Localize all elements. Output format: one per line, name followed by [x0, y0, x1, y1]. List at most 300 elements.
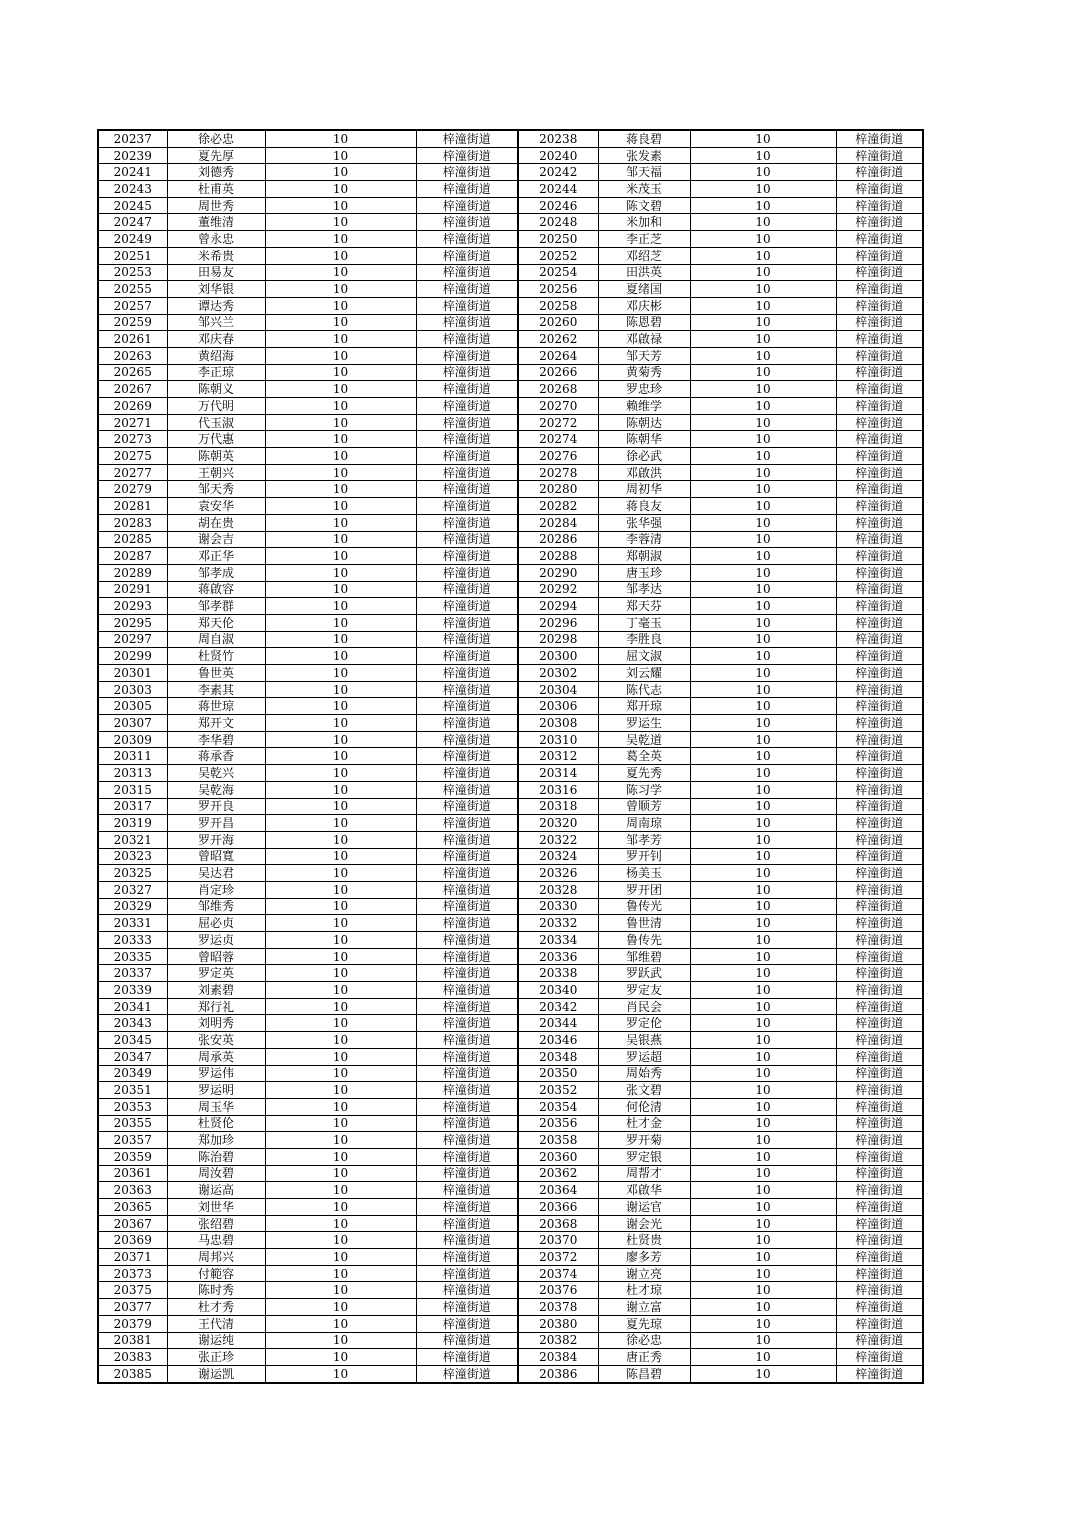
id-cell: 20305 [98, 698, 167, 715]
amount-cell: 10 [690, 231, 836, 248]
amount-cell: 10 [265, 331, 416, 348]
street-cell: 梓潼街道 [416, 297, 518, 314]
name-cell: 袁安华 [167, 498, 265, 515]
street-cell: 梓潼街道 [416, 247, 518, 264]
street-cell: 梓潼街道 [416, 1098, 518, 1115]
name-cell: 屈必贞 [167, 915, 265, 932]
amount-cell: 10 [265, 1299, 416, 1316]
id-cell: 20371 [98, 1249, 167, 1266]
amount-cell: 10 [690, 247, 836, 264]
id-cell: 20380 [518, 1315, 598, 1332]
name-cell: 曾顺芳 [598, 798, 690, 815]
name-cell: 罗运超 [598, 1048, 690, 1065]
name-cell: 丁毫玉 [598, 614, 690, 631]
id-cell: 20252 [518, 247, 598, 264]
id-cell: 20301 [98, 665, 167, 682]
id-cell: 20350 [518, 1065, 598, 1082]
id-cell: 20343 [98, 1015, 167, 1032]
table-row [98, 731, 923, 748]
id-cell: 20243 [98, 181, 167, 198]
id-cell: 20279 [98, 481, 167, 498]
amount-cell: 10 [690, 815, 836, 832]
table-row [98, 1365, 923, 1382]
name-cell: 夏绪国 [598, 281, 690, 298]
table-row [98, 631, 923, 648]
street-cell: 梓潼街道 [836, 314, 923, 331]
name-cell: 刘云耀 [598, 665, 690, 682]
id-cell: 20386 [518, 1365, 598, 1382]
id-cell: 20353 [98, 1098, 167, 1115]
id-cell: 20311 [98, 748, 167, 765]
name-cell: 周玉华 [167, 1098, 265, 1115]
table-row [98, 1015, 923, 1032]
street-cell: 梓潼街道 [836, 1332, 923, 1349]
id-cell: 20337 [98, 965, 167, 982]
name-cell: 周自淑 [167, 631, 265, 648]
table-row [98, 548, 923, 565]
street-cell: 梓潼街道 [836, 1315, 923, 1332]
name-cell: 邹孝达 [598, 581, 690, 598]
amount-cell: 10 [690, 214, 836, 231]
street-cell: 梓潼街道 [836, 1265, 923, 1282]
amount-cell: 10 [690, 281, 836, 298]
street-cell: 梓潼街道 [416, 1282, 518, 1299]
street-cell: 梓潼街道 [416, 1165, 518, 1182]
name-cell: 吴乾兴 [167, 765, 265, 782]
id-cell: 20340 [518, 982, 598, 999]
street-cell: 梓潼街道 [416, 498, 518, 515]
amount-cell: 10 [690, 1182, 836, 1199]
amount-cell: 10 [690, 1082, 836, 1099]
id-cell: 20312 [518, 748, 598, 765]
street-cell: 梓潼街道 [416, 1182, 518, 1199]
street-cell: 梓潼街道 [836, 531, 923, 548]
street-cell: 梓潼街道 [836, 414, 923, 431]
amount-cell: 10 [265, 364, 416, 381]
name-cell: 蒋承香 [167, 748, 265, 765]
street-cell: 梓潼街道 [416, 965, 518, 982]
table-row [98, 214, 923, 231]
street-cell: 梓潼街道 [836, 1048, 923, 1065]
amount-cell: 10 [265, 765, 416, 782]
amount-cell: 10 [690, 1148, 836, 1165]
name-cell: 罗开昌 [167, 815, 265, 832]
amount-cell: 10 [690, 481, 836, 498]
street-cell: 梓潼街道 [416, 1299, 518, 1316]
street-cell: 梓潼街道 [836, 1015, 923, 1032]
street-cell: 梓潼街道 [836, 364, 923, 381]
amount-cell: 10 [265, 1048, 416, 1065]
amount-cell: 10 [265, 164, 416, 181]
amount-cell: 10 [265, 130, 416, 147]
name-cell: 杜才金 [598, 1115, 690, 1132]
table-row [98, 1132, 923, 1149]
id-cell: 20265 [98, 364, 167, 381]
street-cell: 梓潼街道 [416, 1065, 518, 1082]
id-cell: 20326 [518, 865, 598, 882]
amount-cell: 10 [265, 798, 416, 815]
street-cell: 梓潼街道 [416, 881, 518, 898]
id-cell: 20253 [98, 264, 167, 281]
amount-cell: 10 [690, 1132, 836, 1149]
id-cell: 20320 [518, 815, 598, 832]
id-cell: 20310 [518, 731, 598, 748]
id-cell: 20335 [98, 948, 167, 965]
name-cell: 陈昌碧 [598, 1365, 690, 1382]
street-cell: 梓潼街道 [836, 865, 923, 882]
name-cell: 陈代志 [598, 681, 690, 698]
table-row [98, 1282, 923, 1299]
id-cell: 20255 [98, 281, 167, 298]
table-row [98, 297, 923, 314]
name-cell: 刘世华 [167, 1199, 265, 1216]
id-cell: 20382 [518, 1332, 598, 1349]
street-cell: 梓潼街道 [416, 364, 518, 381]
name-cell: 谢运官 [598, 1199, 690, 1216]
name-cell: 谢运纯 [167, 1332, 265, 1349]
street-cell: 梓潼街道 [836, 1082, 923, 1099]
name-cell: 鲁传先 [598, 932, 690, 949]
name-cell: 米茂玉 [598, 181, 690, 198]
name-cell: 郑开琼 [598, 698, 690, 715]
name-cell: 曾永忠 [167, 231, 265, 248]
name-cell: 邹维秀 [167, 898, 265, 915]
name-cell: 邓啟华 [598, 1182, 690, 1199]
id-cell: 20385 [98, 1365, 167, 1382]
table-row [98, 1098, 923, 1115]
table-row [98, 715, 923, 732]
amount-cell: 10 [690, 898, 836, 915]
id-cell: 20263 [98, 347, 167, 364]
amount-cell: 10 [265, 681, 416, 698]
name-cell: 鲁世清 [598, 915, 690, 932]
street-cell: 梓潼街道 [836, 231, 923, 248]
table-row [98, 331, 923, 348]
name-cell: 蒋啟容 [167, 581, 265, 598]
street-cell: 梓潼街道 [416, 848, 518, 865]
name-cell: 付範容 [167, 1265, 265, 1282]
id-cell: 20347 [98, 1048, 167, 1065]
id-cell: 20251 [98, 247, 167, 264]
name-cell: 罗忠珍 [598, 381, 690, 398]
street-cell: 梓潼街道 [416, 130, 518, 147]
name-cell: 罗运贞 [167, 932, 265, 949]
name-cell: 唐玉珍 [598, 564, 690, 581]
street-cell: 梓潼街道 [416, 1365, 518, 1382]
amount-cell: 10 [265, 531, 416, 548]
name-cell: 邹兴兰 [167, 314, 265, 331]
amount-cell: 10 [265, 1015, 416, 1032]
amount-cell: 10 [265, 1315, 416, 1332]
table-row [98, 481, 923, 498]
amount-cell: 10 [265, 1282, 416, 1299]
id-cell: 20384 [518, 1349, 598, 1366]
id-cell: 20359 [98, 1148, 167, 1165]
amount-cell: 10 [265, 1115, 416, 1132]
name-cell: 李胜良 [598, 631, 690, 648]
name-cell: 邓庆彬 [598, 297, 690, 314]
street-cell: 梓潼街道 [416, 731, 518, 748]
name-cell: 张绍碧 [167, 1215, 265, 1232]
amount-cell: 10 [690, 1015, 836, 1032]
street-cell: 梓潼街道 [836, 197, 923, 214]
street-cell: 梓潼街道 [416, 765, 518, 782]
id-cell: 20370 [518, 1232, 598, 1249]
street-cell: 梓潼街道 [416, 1332, 518, 1349]
street-cell: 梓潼街道 [836, 1215, 923, 1232]
name-cell: 李正琼 [167, 364, 265, 381]
amount-cell: 10 [265, 581, 416, 598]
name-cell: 陈习学 [598, 781, 690, 798]
amount-cell: 10 [690, 1315, 836, 1332]
id-cell: 20357 [98, 1132, 167, 1149]
name-cell: 罗运伟 [167, 1065, 265, 1082]
amount-cell: 10 [690, 347, 836, 364]
amount-cell: 10 [690, 1215, 836, 1232]
id-cell: 20334 [518, 932, 598, 949]
id-cell: 20367 [98, 1215, 167, 1232]
id-cell: 20331 [98, 915, 167, 932]
table-row [98, 982, 923, 999]
id-cell: 20264 [518, 347, 598, 364]
amount-cell: 10 [690, 147, 836, 164]
street-cell: 梓潼街道 [836, 748, 923, 765]
id-cell: 20304 [518, 681, 598, 698]
name-cell: 刘明秀 [167, 1015, 265, 1032]
amount-cell: 10 [690, 581, 836, 598]
amount-cell: 10 [265, 881, 416, 898]
name-cell: 代玉淑 [167, 414, 265, 431]
table-body [98, 130, 923, 1383]
id-cell: 20356 [518, 1115, 598, 1132]
name-cell: 罗开海 [167, 831, 265, 848]
name-cell: 黄绍海 [167, 347, 265, 364]
street-cell: 梓潼街道 [416, 1265, 518, 1282]
street-cell: 梓潼街道 [416, 831, 518, 848]
street-cell: 梓潼街道 [416, 698, 518, 715]
table-row [98, 498, 923, 515]
id-cell: 20272 [518, 414, 598, 431]
street-cell: 梓潼街道 [836, 264, 923, 281]
id-cell: 20333 [98, 932, 167, 949]
amount-cell: 10 [265, 197, 416, 214]
name-cell: 杜贤伦 [167, 1115, 265, 1132]
name-cell: 周始秀 [598, 1065, 690, 1082]
amount-cell: 10 [265, 381, 416, 398]
table-row [98, 848, 923, 865]
street-cell: 梓潼街道 [416, 948, 518, 965]
id-cell: 20328 [518, 881, 598, 898]
street-cell: 梓潼街道 [836, 781, 923, 798]
name-cell: 陈治碧 [167, 1148, 265, 1165]
street-cell: 梓潼街道 [416, 748, 518, 765]
id-cell: 20315 [98, 781, 167, 798]
name-cell: 陈朝华 [598, 431, 690, 448]
amount-cell: 10 [690, 665, 836, 682]
name-cell: 罗定银 [598, 1148, 690, 1165]
table-row [98, 164, 923, 181]
name-cell: 杜贤贵 [598, 1232, 690, 1249]
amount-cell: 10 [265, 631, 416, 648]
name-cell: 李蓉清 [598, 531, 690, 548]
amount-cell: 10 [265, 548, 416, 565]
amount-cell: 10 [265, 1232, 416, 1249]
table-row [98, 881, 923, 898]
table-row [98, 1215, 923, 1232]
street-cell: 梓潼街道 [836, 1032, 923, 1049]
id-cell: 20297 [98, 631, 167, 648]
street-cell: 梓潼街道 [836, 581, 923, 598]
id-cell: 20339 [98, 982, 167, 999]
id-cell: 20269 [98, 398, 167, 415]
table-row [98, 414, 923, 431]
amount-cell: 10 [265, 748, 416, 765]
amount-cell: 10 [690, 331, 836, 348]
name-cell: 王代清 [167, 1315, 265, 1332]
street-cell: 梓潼街道 [836, 881, 923, 898]
amount-cell: 10 [690, 748, 836, 765]
street-cell: 梓潼街道 [836, 965, 923, 982]
name-cell: 何伦清 [598, 1098, 690, 1115]
amount-cell: 10 [265, 698, 416, 715]
street-cell: 梓潼街道 [416, 614, 518, 631]
street-cell: 梓潼街道 [836, 347, 923, 364]
amount-cell: 10 [690, 932, 836, 949]
id-cell: 20270 [518, 398, 598, 415]
id-cell: 20309 [98, 731, 167, 748]
street-cell: 梓潼街道 [416, 1082, 518, 1099]
amount-cell: 10 [690, 731, 836, 748]
table-row [98, 1265, 923, 1282]
street-cell: 梓潼街道 [836, 948, 923, 965]
id-cell: 20355 [98, 1115, 167, 1132]
id-cell: 20245 [98, 197, 167, 214]
amount-cell: 10 [690, 1165, 836, 1182]
id-cell: 20360 [518, 1148, 598, 1165]
street-cell: 梓潼街道 [836, 631, 923, 648]
street-cell: 梓潼街道 [416, 448, 518, 465]
name-cell: 谢会吉 [167, 531, 265, 548]
amount-cell: 10 [690, 831, 836, 848]
amount-cell: 10 [265, 264, 416, 281]
id-cell: 20277 [98, 464, 167, 481]
table-row [98, 1199, 923, 1216]
amount-cell: 10 [265, 715, 416, 732]
street-cell: 梓潼街道 [416, 514, 518, 531]
table-row [98, 1048, 923, 1065]
name-cell: 罗定英 [167, 965, 265, 982]
id-cell: 20267 [98, 381, 167, 398]
amount-cell: 10 [265, 1365, 416, 1382]
name-cell: 肖民会 [598, 998, 690, 1015]
table-row [98, 464, 923, 481]
name-cell: 谢立亮 [598, 1265, 690, 1282]
street-cell: 梓潼街道 [836, 1232, 923, 1249]
street-cell: 梓潼街道 [416, 982, 518, 999]
name-cell: 周初华 [598, 481, 690, 498]
table-row [98, 1082, 923, 1099]
id-cell: 20254 [518, 264, 598, 281]
amount-cell: 10 [265, 1249, 416, 1266]
street-cell: 梓潼街道 [836, 514, 923, 531]
amount-cell: 10 [690, 164, 836, 181]
amount-cell: 10 [690, 798, 836, 815]
name-cell: 张正珍 [167, 1349, 265, 1366]
name-cell: 屈文淑 [598, 648, 690, 665]
table-row [98, 314, 923, 331]
id-cell: 20240 [518, 147, 598, 164]
id-cell: 20358 [518, 1132, 598, 1149]
name-cell: 周汝碧 [167, 1165, 265, 1182]
amount-cell: 10 [690, 1098, 836, 1115]
street-cell: 梓潼街道 [836, 548, 923, 565]
street-cell: 梓潼街道 [836, 1065, 923, 1082]
table-row [98, 698, 923, 715]
street-cell: 梓潼街道 [836, 448, 923, 465]
name-cell: 廖多芳 [598, 1249, 690, 1266]
amount-cell: 10 [690, 398, 836, 415]
name-cell: 刘德秀 [167, 164, 265, 181]
id-cell: 20288 [518, 548, 598, 565]
name-cell: 夏先琼 [598, 1315, 690, 1332]
table-row [98, 1182, 923, 1199]
id-cell: 20283 [98, 514, 167, 531]
id-cell: 20307 [98, 715, 167, 732]
street-cell: 梓潼街道 [836, 932, 923, 949]
street-cell: 梓潼街道 [416, 1115, 518, 1132]
street-cell: 梓潼街道 [416, 631, 518, 648]
id-cell: 20348 [518, 1048, 598, 1065]
name-cell: 邹天芳 [598, 347, 690, 364]
table-row [98, 781, 923, 798]
table-row [98, 381, 923, 398]
name-cell: 夏先秀 [598, 765, 690, 782]
street-cell: 梓潼街道 [836, 130, 923, 147]
table-row [98, 231, 923, 248]
name-cell: 谢立富 [598, 1299, 690, 1316]
street-cell: 梓潼街道 [416, 998, 518, 1015]
table-row [98, 448, 923, 465]
name-cell: 陈朝义 [167, 381, 265, 398]
name-cell: 马忠碧 [167, 1232, 265, 1249]
table-row [98, 915, 923, 932]
name-cell: 李华碧 [167, 731, 265, 748]
id-cell: 20366 [518, 1199, 598, 1216]
id-cell: 20291 [98, 581, 167, 598]
amount-cell: 10 [690, 998, 836, 1015]
table-row [98, 765, 923, 782]
table-row [98, 1315, 923, 1332]
street-cell: 梓潼街道 [836, 1148, 923, 1165]
street-cell: 梓潼街道 [416, 1199, 518, 1216]
id-cell: 20293 [98, 598, 167, 615]
id-cell: 20246 [518, 197, 598, 214]
amount-cell: 10 [265, 932, 416, 949]
street-cell: 梓潼街道 [416, 598, 518, 615]
amount-cell: 10 [690, 1332, 836, 1349]
name-cell: 吴银燕 [598, 1032, 690, 1049]
id-cell: 20324 [518, 848, 598, 865]
table-row [98, 197, 923, 214]
street-cell: 梓潼街道 [416, 665, 518, 682]
street-cell: 梓潼街道 [416, 681, 518, 698]
id-cell: 20285 [98, 531, 167, 548]
name-cell: 罗定伦 [598, 1015, 690, 1032]
amount-cell: 10 [265, 181, 416, 198]
id-cell: 20376 [518, 1282, 598, 1299]
table-row [98, 598, 923, 615]
street-cell: 梓潼街道 [836, 564, 923, 581]
